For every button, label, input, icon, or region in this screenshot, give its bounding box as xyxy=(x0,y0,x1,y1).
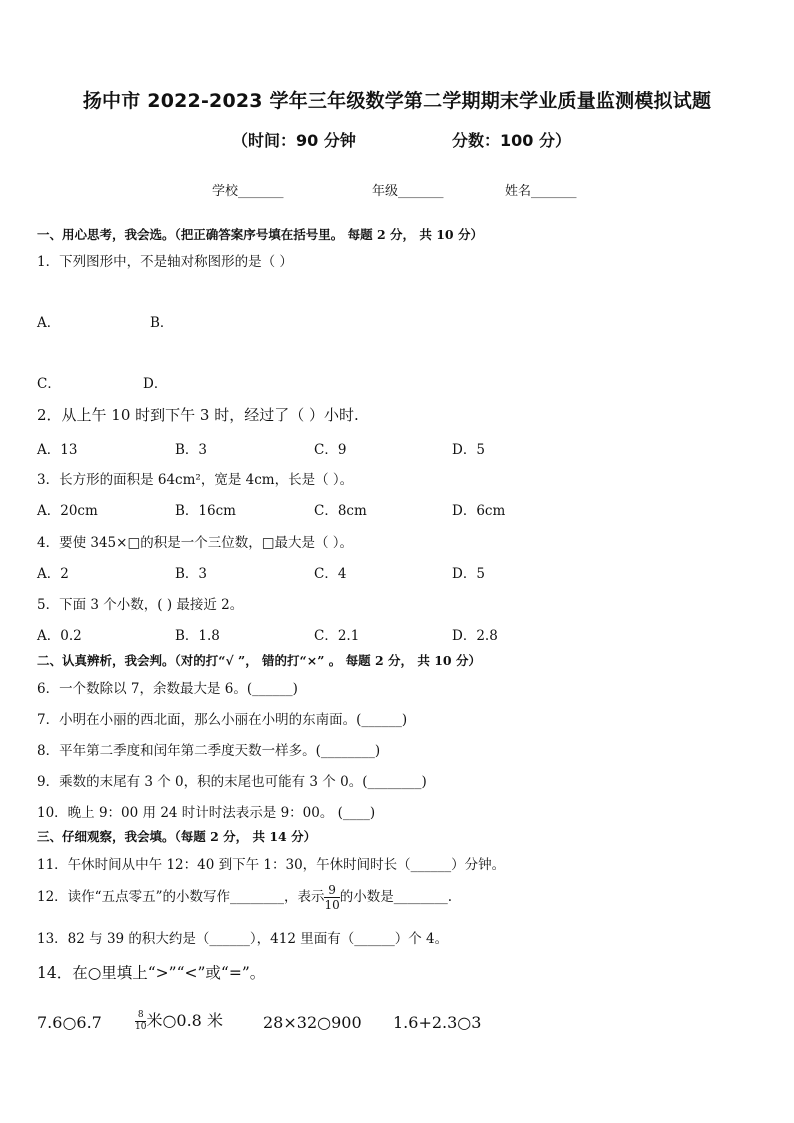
compare-2-denominator: 10 xyxy=(135,1022,147,1032)
q2-option-c: C．9 xyxy=(314,442,347,458)
exam-time: （时间：90 分钟 xyxy=(232,131,356,150)
question-8: 8．平年第二季度和闰年第二季度天数一样多。(________) xyxy=(37,743,381,759)
compare-2-text: 米○0.8 米 xyxy=(146,1011,223,1030)
name-field: 姓名_______ xyxy=(505,184,577,199)
q4-option-b: B．3 xyxy=(175,566,208,582)
section-heading-3: 三、仔细观察，我会填。（每题 2 分， 共 14 分） xyxy=(37,829,317,844)
q4-option-d: D．5 xyxy=(452,566,485,582)
q4-option-a: A．2 xyxy=(37,566,69,582)
compare-2-fraction xyxy=(135,1011,146,1032)
question-10: 10．晚上 9：00 用 24 时计时法表示是 9：00。 (____) xyxy=(37,805,376,821)
q2-option-b: B．3 xyxy=(175,442,208,458)
q5-option-d: D．2.8 xyxy=(452,628,498,644)
q12-fraction-numerator: 9 xyxy=(328,883,336,897)
q5-option-c: C．2.1 xyxy=(314,628,360,644)
q1-option-b: B． xyxy=(150,315,174,331)
grade-field: 年级_______ xyxy=(372,184,444,199)
question-7: 7．小明在小丽的西北面，那么小丽在小明的东南面。(______) xyxy=(37,712,408,728)
question-13: 13．82 与 39 的积大约是（______），412 里面有（______）个 4。 xyxy=(37,931,449,947)
q3-option-b: B．16cm xyxy=(175,503,236,519)
section-heading-2: 二、认真辨析，我会判。（对的打“√ ”， 错的打“×” 。 每题 2 分， 共 10 分） xyxy=(37,653,481,668)
q5-option-a: A．0.2 xyxy=(37,628,82,644)
section-heading-1: 一、用心思考，我会选。（把正确答案序号填在括号里。 每题 2 分， 共 10 分） xyxy=(37,227,483,242)
school-field: 学校_______ xyxy=(212,184,284,199)
compare-3: 28×32○900 xyxy=(263,1013,362,1032)
q2-option-d: D．5 xyxy=(452,442,485,458)
q1-option-a: A． xyxy=(37,315,61,331)
question-3: 3．长方形的面积是 64cm²，宽是 4cm，长是（ ）。 xyxy=(37,472,354,488)
question-14: 14．在○里填上“>”“<”或“=”。 xyxy=(37,964,266,982)
q5-option-b: B．1.8 xyxy=(175,628,220,644)
question-5: 5．下面 3 个小数，( ) 最接近 2。 xyxy=(37,597,244,613)
compare-1: 7.6○6.7 xyxy=(37,1013,102,1032)
question-9: 9．乘数的末尾有 3 个 0，积的末尾也可能有 3 个 0。(________) xyxy=(37,774,427,790)
question-4: 4．要使 345×□的积是一个三位数，□最大是（ ）。 xyxy=(37,535,354,551)
q12-fraction xyxy=(324,884,339,911)
question-6: 6．一个数除以 7，余数最大是 6。(______) xyxy=(37,681,298,697)
compare-2 xyxy=(135,1008,223,1032)
question-11: 11．午休时间从中午 12：40 到下午 1：30，午休时间时长（______）分钟。 xyxy=(37,857,506,873)
q12-text-end: 的小数是________. xyxy=(339,889,453,905)
question-12 xyxy=(37,878,452,916)
compare-4: 1.6+2.3○3 xyxy=(393,1013,482,1032)
question-1: 1．下列图形中，不是轴对称图形的是（ ） xyxy=(37,254,293,270)
q3-option-c: C．8cm xyxy=(314,503,367,519)
q1-option-d: D． xyxy=(143,376,168,392)
compare-2-numerator: 8 xyxy=(137,1010,144,1020)
question-2: 2．从上午 10 时到下午 3 时，经过了（ ）小时. xyxy=(37,406,359,424)
q3-option-a: A．20cm xyxy=(37,503,98,519)
exam-score: 分数：100 分） xyxy=(452,131,571,150)
q3-option-d: D．6cm xyxy=(452,503,506,519)
page-title: 扬中市 2022-2023 学年三年级数学第二学期期末学业质量监测模拟试题 xyxy=(82,90,712,112)
q12-fraction-denominator: 10 xyxy=(324,898,340,912)
q12-text-start: 12．读作“五点零五”的小数写作________，表示 xyxy=(37,889,325,905)
q1-option-c: C． xyxy=(37,376,61,392)
q4-option-c: C．4 xyxy=(314,566,347,582)
q2-option-a: A．13 xyxy=(37,442,78,458)
